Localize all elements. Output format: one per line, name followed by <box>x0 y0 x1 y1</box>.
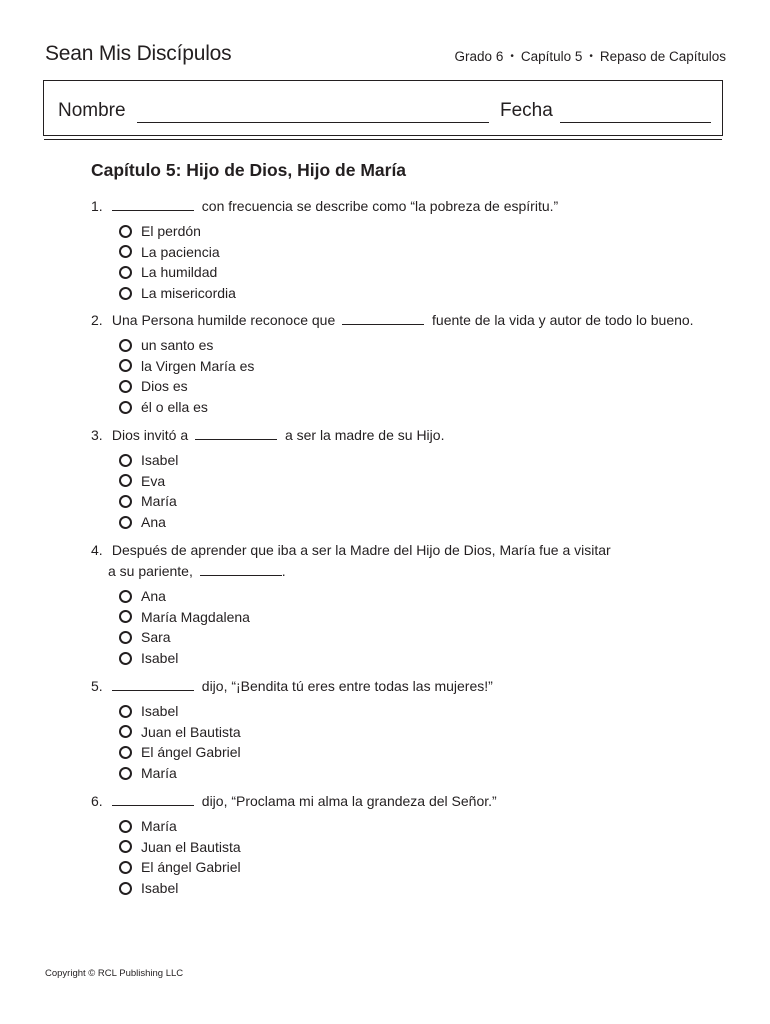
option-label: Ana <box>141 514 166 531</box>
question-text-after: dijo, “¡Bendita tú eres entre todas las mujeres!” <box>201 678 493 694</box>
radio-circle-icon[interactable] <box>119 725 132 738</box>
question-stem <box>91 676 721 697</box>
option[interactable] <box>119 335 721 356</box>
question-5 <box>91 676 721 783</box>
option-label: Dios es <box>141 378 188 395</box>
question-number: 2. <box>91 312 103 328</box>
option-label: Juan el Bautista <box>141 723 241 740</box>
question-text-after: dijo, “Proclama mi alma la grandeza del Señor.” <box>201 793 497 809</box>
question-number: 1. <box>91 198 103 214</box>
question-stem <box>91 425 721 446</box>
header-info <box>455 49 726 64</box>
grade-label: Grado 6 <box>454 49 504 64</box>
options-list <box>91 701 721 783</box>
option[interactable] <box>119 648 721 669</box>
option-label: María Magdalena <box>141 608 250 625</box>
radio-circle-icon[interactable] <box>119 516 132 529</box>
question-number: 4. <box>91 542 103 558</box>
option[interactable] <box>119 283 721 304</box>
question-text-after: a ser la madre de su Hijo. <box>284 427 445 443</box>
question-text-before: Una Persona humilde reconoce que <box>111 312 336 328</box>
option[interactable] <box>119 742 721 763</box>
option[interactable] <box>119 242 721 263</box>
radio-circle-icon[interactable] <box>119 861 132 874</box>
option-label: la Virgen María es <box>141 357 255 374</box>
question-4 <box>91 540 721 668</box>
options-list <box>91 450 721 532</box>
question-text-before: Dios invitó a <box>111 427 189 443</box>
radio-circle-icon[interactable] <box>119 631 132 644</box>
options-list <box>91 586 721 668</box>
option[interactable] <box>119 356 721 377</box>
question-1 <box>91 196 721 303</box>
option[interactable] <box>119 763 721 784</box>
option-label: Isabel <box>141 452 179 469</box>
question-2 <box>91 310 721 417</box>
chapter-title: Capítulo 5: Hijo de Dios, Hijo de María <box>91 160 407 180</box>
option-label: Isabel <box>141 880 179 897</box>
options-list <box>91 816 721 898</box>
answer-blank <box>112 793 194 806</box>
question-stem-continued <box>91 561 721 582</box>
question-stem <box>91 791 721 812</box>
date-label: Fecha <box>500 100 553 121</box>
option-label: Eva <box>141 472 166 489</box>
question-stem <box>91 310 721 331</box>
radio-circle-icon[interactable] <box>119 652 132 665</box>
radio-circle-icon[interactable] <box>119 245 132 258</box>
radio-circle-icon[interactable] <box>119 820 132 833</box>
chapter-label: Capítulo 5 <box>520 49 583 64</box>
option-label: María <box>141 818 177 835</box>
question-text-line2: a su pariente, <box>108 563 193 579</box>
option[interactable] <box>119 376 721 397</box>
option[interactable] <box>119 221 721 242</box>
option[interactable] <box>119 816 721 837</box>
name-date-box <box>43 80 723 136</box>
question-text-end: . <box>281 563 286 579</box>
option-label: La misericordia <box>141 285 236 302</box>
radio-circle-icon[interactable] <box>119 266 132 279</box>
question-3 <box>91 425 721 532</box>
radio-circle-icon[interactable] <box>119 225 132 238</box>
option[interactable] <box>119 837 721 858</box>
radio-circle-icon[interactable] <box>119 454 132 467</box>
option-label: El ángel Gabriel <box>141 859 241 876</box>
answer-blank <box>342 312 424 325</box>
option[interactable] <box>119 701 721 722</box>
radio-circle-icon[interactable] <box>119 705 132 718</box>
option-label: La paciencia <box>141 243 220 260</box>
radio-circle-icon[interactable] <box>119 590 132 603</box>
answer-blank <box>112 678 194 691</box>
option[interactable] <box>119 491 721 512</box>
question-6 <box>91 791 721 898</box>
radio-circle-icon[interactable] <box>119 474 132 487</box>
option[interactable] <box>119 857 721 878</box>
option-label: María <box>141 493 177 510</box>
answer-blank <box>195 427 277 440</box>
option[interactable] <box>119 586 721 607</box>
option[interactable] <box>119 607 721 628</box>
question-number: 5. <box>91 678 103 694</box>
question-stem <box>91 196 721 217</box>
option[interactable] <box>119 397 721 418</box>
option-label: El perdón <box>141 223 201 240</box>
option-label: María <box>141 765 177 782</box>
option-label: Isabel <box>141 650 179 667</box>
radio-circle-icon[interactable] <box>119 339 132 352</box>
question-text-before: Después de aprender que iba a ser la Madre del Hijo de Dios, María fue a visitar <box>111 542 611 558</box>
question-text-after: fuente de la vida y autor de todo lo bueno. <box>432 312 694 328</box>
name-label: Nombre <box>58 100 126 121</box>
answer-blank <box>200 563 282 576</box>
name-field[interactable] <box>137 122 489 123</box>
options-list <box>91 335 721 417</box>
option-label: Sara <box>141 629 171 646</box>
answer-blank <box>112 198 194 211</box>
separator-dot: • <box>510 51 514 62</box>
question-number: 3. <box>91 427 103 443</box>
radio-circle-icon[interactable] <box>119 840 132 853</box>
option-label: La humildad <box>141 264 218 281</box>
radio-circle-icon[interactable] <box>119 746 132 759</box>
radio-circle-icon[interactable] <box>119 401 132 414</box>
section-label: Repaso de Capítulos <box>599 49 726 64</box>
option[interactable] <box>119 450 721 471</box>
brand-title: Sean Mis Discípulos <box>45 42 232 65</box>
option-label: Juan el Bautista <box>141 838 241 855</box>
option-label: él o ella es <box>141 399 208 416</box>
radio-circle-icon[interactable] <box>119 287 132 300</box>
option[interactable] <box>119 722 721 743</box>
radio-circle-icon[interactable] <box>119 882 132 895</box>
question-number: 6. <box>91 793 103 809</box>
radio-circle-icon[interactable] <box>119 380 132 393</box>
option-label: Ana <box>141 588 166 605</box>
radio-circle-icon[interactable] <box>119 495 132 508</box>
options-list <box>91 221 721 303</box>
option-label: un santo es <box>141 337 214 354</box>
question-text-after: con frecuencia se describe como “la pobreza de espíritu.” <box>201 198 559 214</box>
question-stem <box>91 540 721 561</box>
option[interactable] <box>119 627 721 648</box>
radio-circle-icon[interactable] <box>119 767 132 780</box>
option[interactable] <box>119 471 721 492</box>
radio-circle-icon[interactable] <box>119 610 132 623</box>
copyright-notice: Copyright © RCL Publishing LLC <box>45 968 184 979</box>
option[interactable] <box>119 878 721 899</box>
date-field[interactable] <box>560 122 711 123</box>
separator-dot: • <box>589 51 593 62</box>
option[interactable] <box>119 262 721 283</box>
option-label: Isabel <box>141 703 179 720</box>
radio-circle-icon[interactable] <box>119 359 132 372</box>
box-shadow-line <box>44 135 722 140</box>
option[interactable] <box>119 512 721 533</box>
option-label: El ángel Gabriel <box>141 744 241 761</box>
